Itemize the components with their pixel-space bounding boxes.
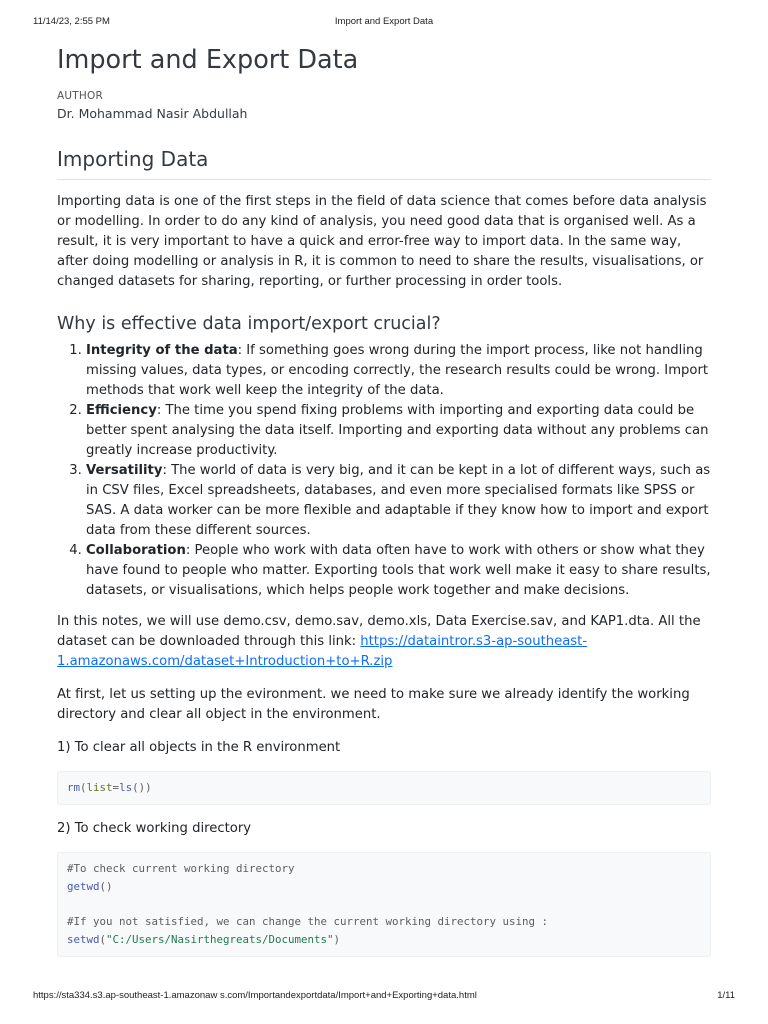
document-body [57, 42, 711, 957]
code-punct: ( [80, 781, 87, 794]
code-punct: ()) [132, 781, 152, 794]
code-string: "C:/Users/Nasirthegreats/Documents" [106, 932, 334, 946]
code-block-working-dir[interactable] [57, 852, 711, 957]
list-item-term: Efficiency [86, 403, 157, 418]
notes-paragraph [57, 612, 711, 672]
step2-label: 2) To check working directory [57, 820, 252, 836]
print-header [33, 16, 735, 30]
print-datetime: 11/14/23, 2:55 PM [33, 16, 110, 27]
code-operator: = [112, 781, 120, 794]
code-argument: list [86, 781, 113, 794]
code-blank-line [67, 895, 701, 913]
list-item-term: Collaboration [86, 543, 186, 558]
list-item [86, 541, 711, 601]
code-comment: #If you not satisfied, we can change the current working directory using : [67, 915, 549, 929]
list-item [86, 401, 711, 461]
list-item-text: : The world of data is very big, and it can be kept in a lot of different ways, such as in CSV files, Excel spreadsheets, databases, and even more specialised formats like SPSS or SAS. A data worker can be more flexible and adaptable if they know how to import and export data from these different sources. [86, 463, 711, 538]
list-item-term: Integrity of the data [86, 343, 238, 358]
step1-label: 1) To clear all objects in the R environment [57, 740, 341, 755]
notes-text: In this notes, we will use demo.csv, demo.sav, demo.xls, Data Exercise.sav, and KAP1.dta. All the dataset can be downloaded through this link: [57, 614, 701, 649]
author-label: AUTHOR [57, 90, 103, 102]
list-item-term: Versatility [86, 463, 163, 478]
intro-paragraph: Importing data is one of the first steps in the field of data science that comes before data analysis or modelling. In order to do any kind of analysis, you need good data that is organised well. As a result, it is very important to have a quick and error-free way to import data. In the same way, after doing modelling or analysis in R, it is common to need to share the results, visualisations, or changed datasets for sharing, reporting, or further processing in order tools. [57, 194, 707, 289]
print-footer [33, 990, 735, 1004]
code-line [67, 878, 701, 896]
list-item [86, 461, 711, 541]
reasons-list [57, 341, 711, 601]
code-punct: () [99, 879, 113, 893]
print-page-number: 1/11 [717, 990, 735, 1001]
dataset-download-link[interactable]: https://dataintror.s3-ap-southeast-1.amazonaws.com/dataset+Introduction+to+R.zip [57, 634, 588, 669]
code-function: rm [67, 781, 81, 794]
code-function: setwd [67, 932, 100, 946]
section-heading-importing: Importing Data [57, 141, 711, 180]
page-title: Import and Export Data [57, 45, 359, 75]
list-item-text: : If something goes wrong during the import process, like not handling missing values, data types, or encoding correctly, the research results could be wrong. Import methods that work well keep the integrity of the data. [86, 343, 709, 398]
code-function: ls [119, 781, 133, 794]
list-item-text: : The time you spend fixing problems with importing and exporting data could be better spent analysing the data itself. Importing and exporting data without any problems can greatly increase productivity. [86, 403, 709, 458]
list-item [86, 341, 711, 401]
section-heading-why: Why is effective data import/export crucial? [57, 314, 441, 334]
code-line [67, 779, 701, 797]
code-line [67, 931, 701, 949]
code-punct: ) [333, 932, 341, 946]
code-function: getwd [67, 879, 100, 893]
code-punct: ( [99, 932, 107, 946]
code-block-clear-env[interactable] [57, 771, 711, 805]
setup-paragraph: At first, let us setting up the evironment. we need to make sure we already identify the working directory and clear all object in the environment. [57, 687, 690, 722]
list-item-text: : People who work with data often have to work with others or show what they have found to people who matter. Exporting tools that work well make it easy to share results, datasets, or visualisations, which helps people work together and make decisions. [86, 543, 711, 598]
author-name: Dr. Mohammad Nasir Abdullah [57, 106, 248, 121]
code-comment: #To check current working directory [67, 861, 295, 875]
print-page-title: Import and Export Data [334, 16, 434, 27]
print-url: https://sta334.s3.ap-southeast-1.amazonaw s.com/Importandexportdata/Import+and+Exporting+data.html [33, 990, 477, 1001]
